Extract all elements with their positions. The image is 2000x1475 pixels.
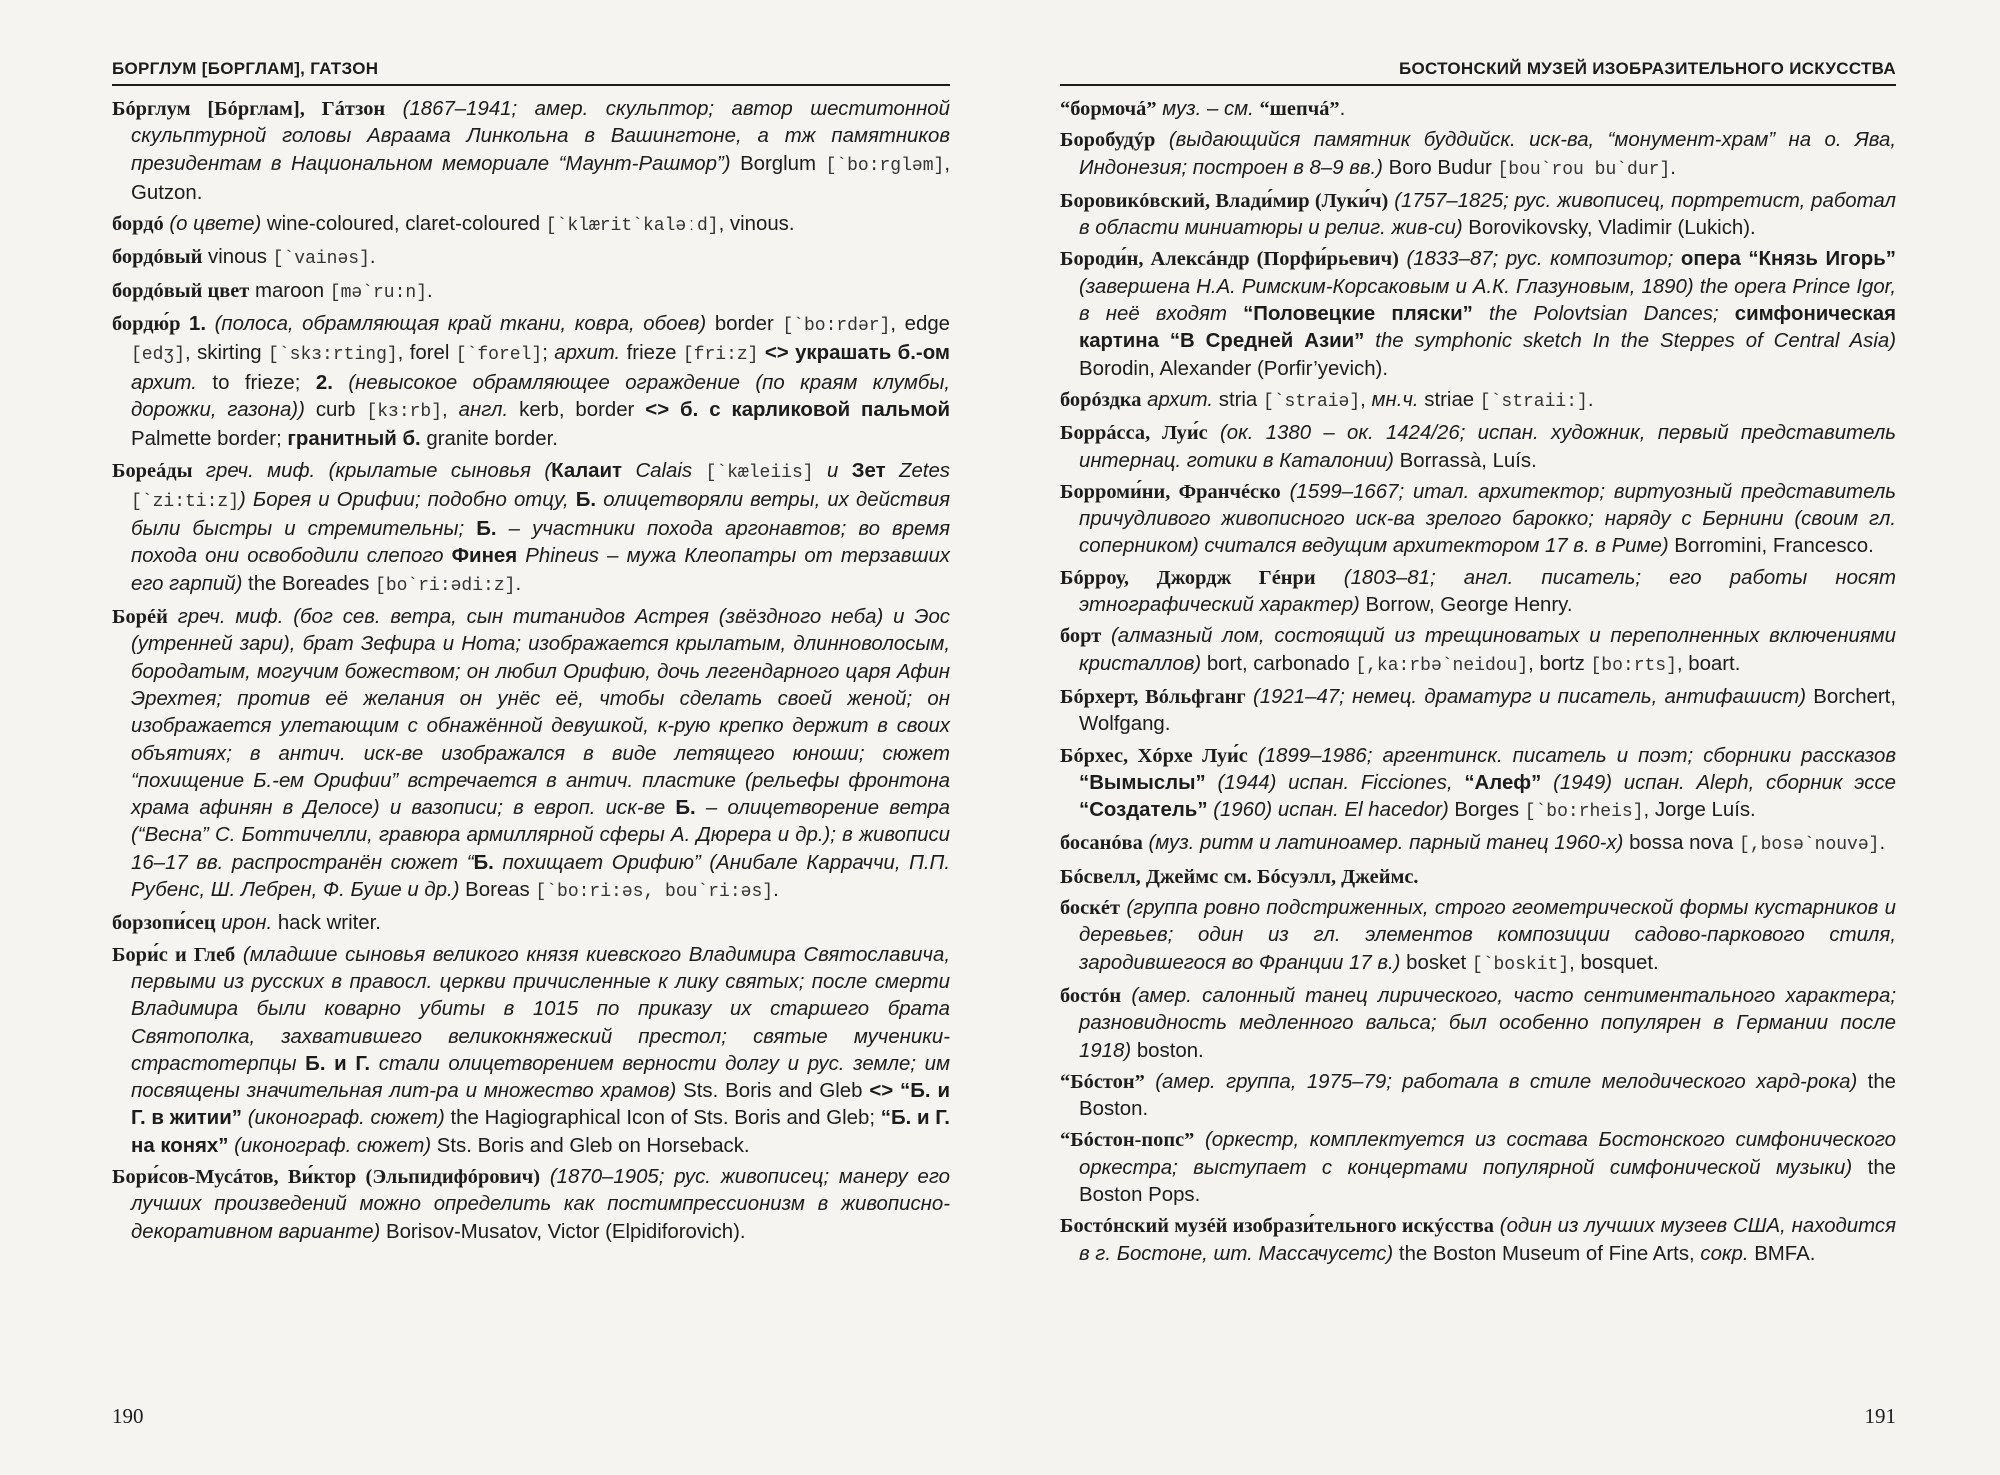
- dictionary-entry: [1060, 623, 1896, 680]
- running-head-right: БОСТОНСКИЙ МУЗЕЙ ИЗОБРАЗИТЕЛЬНОГО ИСКУССТВА: [1060, 58, 1896, 86]
- dictionary-entry: [1060, 1127, 1896, 1209]
- dictionary-entry: [112, 311, 950, 453]
- entry-italic-text: архит.: [131, 371, 197, 394]
- entry-italic-text: греч. миф. (крылатые сыновья (: [205, 459, 552, 482]
- entry-transcription: [fri:z]: [682, 345, 759, 366]
- entry-italic-text: греч. миф. (бог сев. ветра, сын титанидов Астрея (звёздного неба) и Эос (утренней зари), брат Зефира и Нота; изображается крылатым, длинноволосым, бородатым, могучим божеством; он любил Орифию, дочь легендарного царя Афин Эрехтея; против её желания он унёс её, чтобы сделать своей женой; он изображается улетающим с обнажённой девушкой, к-рую крепко держит в своих объятиях; в антич. иск-ве изображался в виде летящего юноши; сюжет “похищение Б.-ем Орифии” встречается в антич. пластике (рельефы фронтона храма афинян в Делосе) и вазописи; в европ. иск-ве: [131, 606, 951, 820]
- entry-text: [206, 313, 215, 335]
- entry-italic-text: ) Борея и Орифии; подобно отцу,: [239, 488, 576, 511]
- entry-text: .: [369, 246, 376, 269]
- entry-text: [1101, 625, 1111, 647]
- entry-list-right: [1060, 96, 1896, 1268]
- entry-headword: борóздка: [1060, 388, 1142, 411]
- entry-headword: Боровикóвский, Влади́мир (Луки́ч): [1060, 189, 1389, 212]
- entry-text: bosket: [1400, 951, 1472, 974]
- entry-italic-text: (1867–1941; амер. скульптор; автор шеститонной скульптурной головы Авраама Линкольна в Вашингтоне, а тж памятников президентам в Национальном мемориале “Маунт-Рашмор”): [131, 98, 950, 175]
- entry-text: .: [1879, 832, 1886, 855]
- entry-transcription: [`kæleiis]: [705, 462, 814, 483]
- dictionary-entry: [112, 458, 950, 600]
- entry-text: Borges: [1448, 799, 1525, 822]
- entry-text: , forel: [397, 342, 456, 365]
- entry-italic-text: (выдающийся памятник буддийск. иск-ва, “монумент-храм” на о. Ява, Индонезия; построен в 8–9 вв.): [1079, 129, 1896, 179]
- dictionary-entry: [112, 278, 950, 307]
- entry-text: Boro Budur: [1382, 156, 1498, 179]
- entry-text: [1121, 985, 1131, 1007]
- entry-bold-text: Б.: [476, 518, 497, 541]
- entry-italic-text: (1833–87; рус. композитор;: [1406, 248, 1681, 271]
- entry-text: , bosquet.: [1569, 951, 1659, 974]
- entry-text: Borchert, Wolfgang.: [1079, 685, 1897, 736]
- dictionary-entry: [112, 96, 950, 207]
- entry-italic-text: (1960) испан. El hacedor): [1207, 799, 1449, 822]
- entry-italic-text: олицетворяли ветры, их действия были быстры и стремительны;: [131, 488, 950, 541]
- dictionary-entry: [112, 1164, 950, 1246]
- entry-bold-text: 1.: [189, 313, 207, 336]
- entry-headword: см. Бóсуэлл, Джеймс.: [1223, 865, 1419, 888]
- entry-italic-text: – олицетворение ветра (“Весна” С. Боттичелли, гравюра армиллярной сферы А. Дюрера и др.); в живописи 16–17 вв. распространён сюжет “: [131, 797, 951, 874]
- entry-transcription: [bou`rou bu`dur]: [1497, 159, 1671, 180]
- entry-text: frieze: [620, 342, 683, 365]
- entry-bold-text: Б.: [575, 488, 597, 511]
- entry-text: .: [427, 279, 433, 302]
- entry-headword: Бóрхерт, Вóльфганг: [1060, 685, 1246, 708]
- entry-headword: Бóрглум [Бóрглам], Гáтзон: [112, 98, 386, 120]
- entry-italic-text: (амер. салонный танец лирического, часто сентиментального характера; разновидность медленного вальса; был особенно популярен в Германии после 1918): [1079, 984, 1896, 1062]
- entry-text: , edge: [890, 313, 951, 336]
- entry-text: [540, 1166, 550, 1188]
- entry-text: [180, 313, 189, 335]
- entry-text: striae: [1418, 388, 1480, 411]
- entry-text: , Gutzon.: [131, 152, 950, 204]
- entry-headword: бордó: [112, 213, 164, 236]
- entry-text: curb: [304, 398, 367, 421]
- entry-text: .: [515, 572, 522, 595]
- entry-text: .: [773, 879, 779, 902]
- entry-headword: бордóвый: [112, 246, 203, 269]
- entry-text: ,: [1360, 388, 1372, 411]
- entry-text: .: [1587, 388, 1594, 411]
- entry-text: Borovikovsky, Vladimir (Lukich).: [1462, 217, 1756, 240]
- entry-text: stria: [1213, 388, 1263, 411]
- entry-bold-text: Б. и Г.: [305, 1052, 371, 1075]
- entry-italic-text: муз. – см.: [1162, 98, 1254, 120]
- entry-text: .: [1339, 98, 1346, 120]
- entry-italic-text: (амер. группа, 1975–79; работала в стиле мелодического хард-рока): [1155, 1070, 1858, 1093]
- entry-text: Borrow, George Henry.: [1359, 594, 1573, 617]
- entry-text: hack writer.: [272, 912, 381, 935]
- entry-italic-text: (оркестр, комплектуется из состава Бостонского симфонического оркестра; выступает с концертами популярной симфонической музыки): [1079, 1129, 1896, 1179]
- entry-text: [1145, 1071, 1155, 1093]
- dictionary-entry: [1060, 983, 1896, 1065]
- entry-text: the Boreades: [242, 572, 376, 595]
- dictionary-entry: [1060, 743, 1896, 827]
- dictionary-entry: [1060, 479, 1896, 561]
- dictionary-entry: [1060, 830, 1896, 859]
- entry-italic-text: англ.: [458, 398, 509, 421]
- entry-text: [333, 372, 348, 394]
- entry-bold-text: симфоническая картина “В Средней Азии”: [1079, 303, 1896, 353]
- entry-headword: Бореáды: [112, 459, 193, 482]
- entry-text: the Boston Pops.: [1079, 1156, 1896, 1206]
- entry-text: the Boston.: [1079, 1070, 1897, 1121]
- entry-headword: Боробудýр: [1060, 129, 1156, 152]
- entry-text: BMFA.: [1748, 1242, 1816, 1265]
- entry-headword: Бóрхес, Хóрхе Луи́с: [1060, 744, 1248, 767]
- entry-italic-text: (завершена Н.А. Римским-Корсаковым и А.К. Глазуновым, 1890) the opera Prince Igor, в неё входят: [1079, 275, 1896, 326]
- dictionary-entry: [1060, 565, 1896, 620]
- entry-headword: бордю́р: [112, 313, 181, 336]
- entry-text: [1281, 481, 1290, 503]
- entry-text: [193, 460, 206, 482]
- entry-italic-text: мн.ч.: [1371, 388, 1419, 411]
- entry-headword: Боррáсса, Луи́с: [1060, 422, 1208, 445]
- entry-bold-text: Б.: [473, 851, 494, 874]
- entry-italic-text: (1921–47; немец. драматург и писатель, антифашист): [1252, 685, 1807, 708]
- entry-bold-text: Калаит: [551, 459, 623, 482]
- entry-bold-text: гранитный б.: [287, 428, 421, 451]
- entry-list-left: [112, 96, 950, 1246]
- entry-italic-text: (группа ровно подстриженных, строго геометрической формы кустарников и деревьев; один из гл. элементов композиции садово-паркового стиля, зародившегося во Франции 17 в.): [1079, 897, 1896, 974]
- entry-italic-text: (алмазный лом, состоящий из трещиноватых и переполненных включениями кристаллов): [1079, 625, 1896, 675]
- entry-text: granite border.: [420, 428, 558, 451]
- entry-text: , skirting: [185, 342, 269, 365]
- entry-text: Borromini, Francesco.: [1668, 535, 1874, 558]
- entry-italic-text: архит.: [1147, 388, 1214, 411]
- dictionary-entry: [1060, 864, 1896, 891]
- entry-headword: Бóрроу, Джордж Гéнри: [1060, 566, 1316, 589]
- entry-transcription: [`klærit`kaləːd]: [545, 216, 719, 237]
- dictionary-entry: [1060, 387, 1896, 416]
- right-page: [1000, 0, 2000, 1475]
- entry-bold-text: опера “Князь Игорь”: [1680, 248, 1896, 271]
- dictionary-entry: [112, 910, 950, 937]
- entry-text: , boart.: [1676, 652, 1741, 675]
- entry-transcription: [,bosə`nouvə]: [1739, 835, 1880, 856]
- entry-transcription: [bo:rts]: [1590, 655, 1677, 676]
- dictionary-entry: [1060, 188, 1896, 243]
- entry-italic-text: (ок. 1380 – ок. 1424/26; испан. художник, первый представитель интернац. готики в Каталонии): [1079, 422, 1896, 472]
- dictionary-entry: [112, 244, 950, 273]
- entry-headword: “бормочá”: [1060, 98, 1157, 120]
- entry-italic-text: (иконограф. сюжет): [247, 1107, 445, 1130]
- entry-bold-text: “Половецкие пляски”: [1243, 303, 1473, 326]
- entry-italic-text: (1899–1986; аргентинск. писатель и поэт; сборники рассказов: [1257, 744, 1896, 767]
- entry-text: [1246, 686, 1253, 708]
- entry-transcription: [,ka:rbə`neidou]: [1355, 655, 1529, 676]
- entry-italic-text: (полоса, обрамляющая край ткани, ковра, обоев): [214, 313, 707, 336]
- entry-transcription: [`skз:rting]: [268, 345, 398, 366]
- entry-text: bort, carbonado: [1201, 652, 1356, 675]
- entry-headword: борт: [1060, 625, 1102, 648]
- entry-transcription: [`bo:rdər]: [782, 316, 891, 337]
- entry-text: kerb, border: [508, 398, 646, 421]
- dictionary-entry: [1060, 1213, 1896, 1268]
- dictionary-entry: [1060, 420, 1896, 475]
- dictionary-entry: [1060, 96, 1896, 123]
- dictionary-entry: [1060, 684, 1896, 739]
- entry-bold-text: Финея: [451, 545, 518, 568]
- entry-italic-text: (1803–81; англ. писатель; его работы носят этнографический характер): [1079, 566, 1896, 617]
- entry-text: maroon: [249, 279, 330, 302]
- entry-text: Palmette border;: [131, 428, 288, 451]
- entry-headword: босанóва: [1060, 832, 1143, 855]
- entry-headword: бостóн: [1060, 984, 1122, 1007]
- entry-italic-text: и: [813, 459, 852, 482]
- entry-italic-text: (1870–1905; рус. живописец; манеру его лучших произведений можно определить как постимпрессионизм в живописно-декоративном варианте): [131, 1165, 951, 1243]
- entry-bold-text: <> украшать б.-ом: [764, 342, 950, 365]
- entry-transcription: [kз:rb]: [366, 401, 443, 422]
- entry-text: ,: [442, 398, 459, 421]
- entry-bold-text: “Алеф”: [1464, 771, 1542, 794]
- entry-text: , vinous.: [718, 213, 795, 236]
- entry-italic-text: Phineus – мужа Клеопатры от терзавших его гарпий): [131, 545, 950, 595]
- entry-text: [235, 944, 243, 966]
- dictionary-entry: [112, 604, 950, 906]
- entry-text: [1208, 422, 1220, 444]
- entry-text: to frieze;: [196, 371, 316, 394]
- entry-italic-text: (младшие сыновья великого князя киевского Владимира Святославича, первыми из русских в правосл. церкви причисленные к лику святых; после смерти Владимира были коварно убиты в 1015 по приказу их старшего брата Святополка, захватившего великокняжеский престол; святые мученики-страстотерпцы: [131, 943, 950, 1075]
- entry-italic-text: Zetes: [885, 459, 951, 482]
- dictionary-entry: [1060, 127, 1896, 184]
- page-number-right: 191: [1864, 1404, 1896, 1428]
- entry-headword: бордóвый цвет: [112, 279, 250, 302]
- dictionary-entry: [1060, 1069, 1896, 1124]
- entry-headword: “Бóстон-попс”: [1060, 1129, 1195, 1152]
- entry-transcription: [`zi:ti:z]: [131, 491, 240, 512]
- page-number-left: 190: [112, 1404, 144, 1428]
- entry-text: Sts. Boris and Gleb: [676, 1080, 870, 1103]
- entry-italic-text: стали олицетворением верности долгу и рус. земле; им посвящены значительная лит-ра и множество храмов): [131, 1052, 950, 1103]
- entry-italic-text: – участники похода аргонавтов; во время похода они освободили слепого: [131, 518, 950, 568]
- entry-text: vinous: [202, 246, 273, 269]
- entry-bold-text: <> “Б. и Г. в житии”: [131, 1080, 950, 1130]
- entry-headword: “Бóстон”: [1060, 1070, 1145, 1093]
- entry-headword: Борéй: [112, 606, 168, 629]
- entry-text: , bortz: [1528, 652, 1591, 675]
- dictionary-entry: [1060, 895, 1896, 979]
- entry-text: Borisov-Musatov, Victor (Elpidiforovich).: [380, 1220, 746, 1243]
- dictionary-entry: [112, 942, 950, 1160]
- entry-text: the Hagiographical Icon of Sts. Boris and Gleb;: [444, 1107, 881, 1130]
- entry-italic-text: the symphonic sketch In the Steppes of Central Asia): [1364, 330, 1896, 353]
- entry-text: [1194, 1129, 1205, 1151]
- entry-transcription: [`bo:rheis]: [1524, 802, 1644, 823]
- entry-transcription: [mə`ru:n]: [329, 282, 427, 303]
- entry-text: Borodin, Alexander (Porfir’yevich).: [1079, 357, 1389, 380]
- entry-italic-text: ирон.: [221, 912, 273, 935]
- entry-headword: Бороди́н, Алексáндр (Порфи́рьевич): [1060, 248, 1399, 271]
- entry-bold-text: “Создатель”: [1079, 799, 1208, 822]
- entry-italic-text: (1949) испан. Aleph, сборник эссе: [1541, 771, 1896, 794]
- entry-italic-text: (1757–1825; рус. живописец, портретист, работал в области миниатюры и религ. жив-си): [1079, 189, 1896, 240]
- entry-italic-text: (один из лучших музеев США, находится в г. Бостоне, шт. Массачусетс): [1079, 1215, 1896, 1265]
- entry-italic-text: архит.: [554, 342, 621, 365]
- entry-italic-text: сокр.: [1700, 1242, 1749, 1265]
- entry-text: Boreas: [459, 879, 536, 902]
- entry-text: boston.: [1131, 1039, 1204, 1062]
- entry-italic-text: (1944) испан. Ficciones,: [1205, 771, 1465, 794]
- entry-italic-text: (муз. ритм и латиноамер. парный танец 1960-х): [1148, 832, 1624, 855]
- entry-headword: Бори́с и Глеб: [112, 943, 236, 966]
- entry-text: Borrassà, Luís.: [1393, 449, 1537, 472]
- entry-headword: боскéт: [1060, 897, 1120, 920]
- entry-italic-text: (невысокое обрамляющее ограждение (по краям клумбы, дорожки, газона)): [131, 371, 951, 421]
- entry-text: [1316, 567, 1344, 589]
- entry-text: Borglum: [730, 152, 826, 175]
- entry-bold-text: <> б. с карликовой пальмой: [645, 398, 950, 421]
- entry-transcription: [`straiə]: [1262, 391, 1361, 412]
- entry-bold-text: Б.: [675, 797, 696, 820]
- entry-italic-text: (о цвете): [169, 213, 262, 236]
- entry-text: .: [1670, 156, 1676, 179]
- entry-transcription: [`vainəs]: [272, 249, 370, 270]
- dictionary-entry: [1060, 246, 1896, 382]
- entry-text: [1248, 745, 1258, 767]
- entry-headword: Бóсвелл, Джеймс: [1060, 865, 1219, 888]
- entry-headword: Бостóнский музéй изобрази́тельного искýсства: [1060, 1215, 1494, 1238]
- entry-text: [168, 606, 178, 628]
- running-head-left: БОРГЛУМ [БОРГЛАМ], ГАТЗОН: [112, 58, 950, 86]
- entry-italic-text: (иконограф. сюжет): [234, 1134, 432, 1157]
- entry-text: border: [706, 313, 783, 336]
- entry-italic-text: Calais: [622, 459, 706, 482]
- entry-bold-text: “Б. и Г. на конях”: [131, 1107, 950, 1157]
- entry-transcription: [edʒ]: [131, 345, 186, 366]
- entry-bold-text: 2.: [315, 371, 333, 394]
- entry-bold-text: “Вымыслы”: [1079, 771, 1206, 794]
- entry-transcription: [bo`ri:ədi:z]: [375, 575, 516, 596]
- entry-headword: Бори́сов-Мусáтов, Ви́ктор (Эльпидифóрович): [112, 1165, 541, 1188]
- entry-text: [385, 98, 402, 120]
- entry-headword: “шепчá”: [1259, 98, 1340, 120]
- entry-text: [1155, 129, 1168, 151]
- dictionary-entry: [112, 211, 950, 240]
- entry-transcription: [`bo:rgləm]: [825, 155, 945, 176]
- entry-transcription: [`bo:ri:əs, bou`ri:əs]: [535, 882, 774, 903]
- entry-transcription: [`forel]: [455, 345, 543, 366]
- entry-text: the Boston Museum of Fine Arts,: [1393, 1242, 1701, 1265]
- entry-text: bossa nova: [1623, 832, 1740, 855]
- entry-text: wine-coloured, claret-coloured: [261, 213, 546, 236]
- entry-text: ;: [542, 342, 555, 365]
- entry-headword: Борроми́ни, Франчéско: [1060, 480, 1281, 503]
- entry-text: Sts. Boris and Gleb on Horseback.: [431, 1134, 750, 1157]
- entry-italic-text: (1599–1667; итал. архитектор; виртуозный представитель причудливого живописного иск-ва зрелого барокко; наряду с Бернини (своим гл. соперником) считался ведущим архитектором 17 в. в Риме): [1079, 480, 1896, 558]
- entry-transcription: [`boskit]: [1471, 954, 1570, 975]
- entry-italic-text: the Polovtsian Dances;: [1472, 303, 1735, 326]
- entry-headword: борзопи́сец: [112, 912, 216, 935]
- entry-bold-text: Зет: [851, 459, 886, 482]
- entry-text: , Jorge Luís.: [1643, 799, 1756, 822]
- entry-transcription: [`straii:]: [1479, 391, 1588, 412]
- entry-italic-text: похищает Орифию” (Анибале Карраччи, П.П. Рубенс, Ш. Лебрен, Ф. Буше и др.): [131, 851, 950, 902]
